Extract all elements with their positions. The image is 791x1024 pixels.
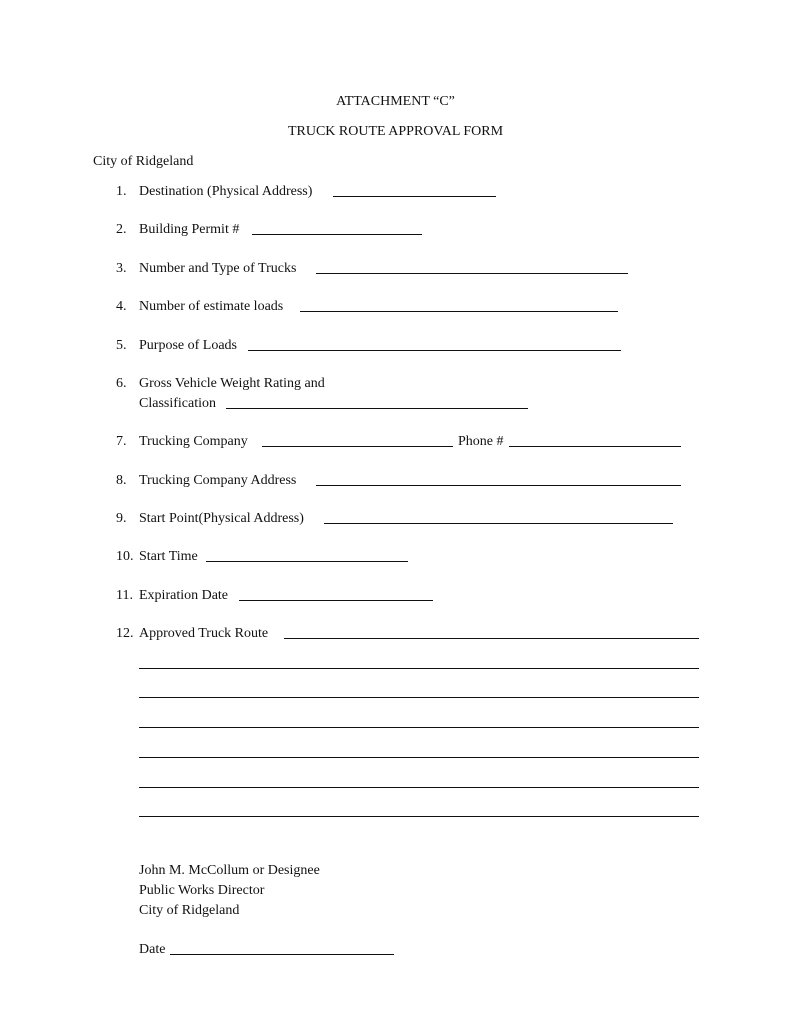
phone-label: Phone # — [458, 434, 504, 449]
trucking-company-label: Trucking Company — [139, 434, 248, 449]
approved-route-line[interactable] — [139, 697, 699, 698]
company-address-label: Trucking Company Address — [139, 473, 297, 488]
estimate-loads-label: Number of estimate loads — [139, 299, 284, 314]
city-label: City of Ridgeland — [93, 154, 194, 169]
item-number-10: 10. — [116, 549, 134, 564]
item-number-2: 2. — [116, 222, 127, 237]
item-number-1: 1. — [116, 184, 127, 199]
item-number-3: 3. — [116, 261, 127, 276]
attachment-title: ATTACHMENT “C” — [336, 94, 455, 109]
item-number-11: 11. — [116, 588, 133, 603]
estimate-loads-field[interactable] — [300, 311, 618, 312]
start-time-field[interactable] — [206, 561, 408, 562]
purpose-field[interactable] — [248, 350, 621, 351]
signatory-org: City of Ridgeland — [139, 903, 240, 918]
trucks-field[interactable] — [316, 273, 628, 274]
date-label: Date — [139, 942, 166, 957]
trucks-label: Number and Type of Trucks — [139, 261, 297, 276]
phone-field[interactable] — [509, 446, 681, 447]
item-number-5: 5. — [116, 338, 127, 353]
trucking-company-field[interactable] — [262, 446, 453, 447]
item-number-7: 7. — [116, 434, 127, 449]
signatory-title: Public Works Director — [139, 883, 265, 898]
start-time-label: Start Time — [139, 549, 198, 564]
signatory-name: John M. McCollum or Designee — [139, 863, 320, 878]
destination-field[interactable] — [333, 196, 496, 197]
start-point-field[interactable] — [324, 523, 673, 524]
form-title: TRUCK ROUTE APPROVAL FORM — [287, 124, 504, 139]
item-number-4: 4. — [116, 299, 127, 314]
classification-label: Classification — [139, 396, 216, 411]
gvwr-label: Gross Vehicle Weight Rating and — [139, 376, 325, 391]
purpose-label: Purpose of Loads — [139, 338, 237, 353]
approved-route-field[interactable] — [284, 638, 699, 639]
approved-route-line[interactable] — [139, 668, 699, 669]
start-point-label: Start Point(Physical Address) — [139, 511, 304, 526]
approved-route-line[interactable] — [139, 816, 699, 817]
item-number-8: 8. — [116, 473, 127, 488]
approved-route-label: Approved Truck Route — [139, 626, 269, 641]
item-number-6: 6. — [116, 376, 127, 391]
expiration-date-label: Expiration Date — [139, 588, 229, 603]
item-number-9: 9. — [116, 511, 127, 526]
item-number-12: 12. — [116, 626, 134, 641]
approved-route-line[interactable] — [139, 757, 699, 758]
date-field[interactable] — [170, 954, 394, 955]
company-address-field[interactable] — [316, 485, 681, 486]
expiration-date-field[interactable] — [239, 600, 433, 601]
classification-field[interactable] — [226, 408, 528, 409]
approved-route-line[interactable] — [139, 727, 699, 728]
destination-label: Destination (Physical Address) — [139, 184, 313, 199]
building-permit-label: Building Permit # — [139, 222, 240, 237]
approved-route-line[interactable] — [139, 787, 699, 788]
building-permit-field[interactable] — [252, 234, 422, 235]
